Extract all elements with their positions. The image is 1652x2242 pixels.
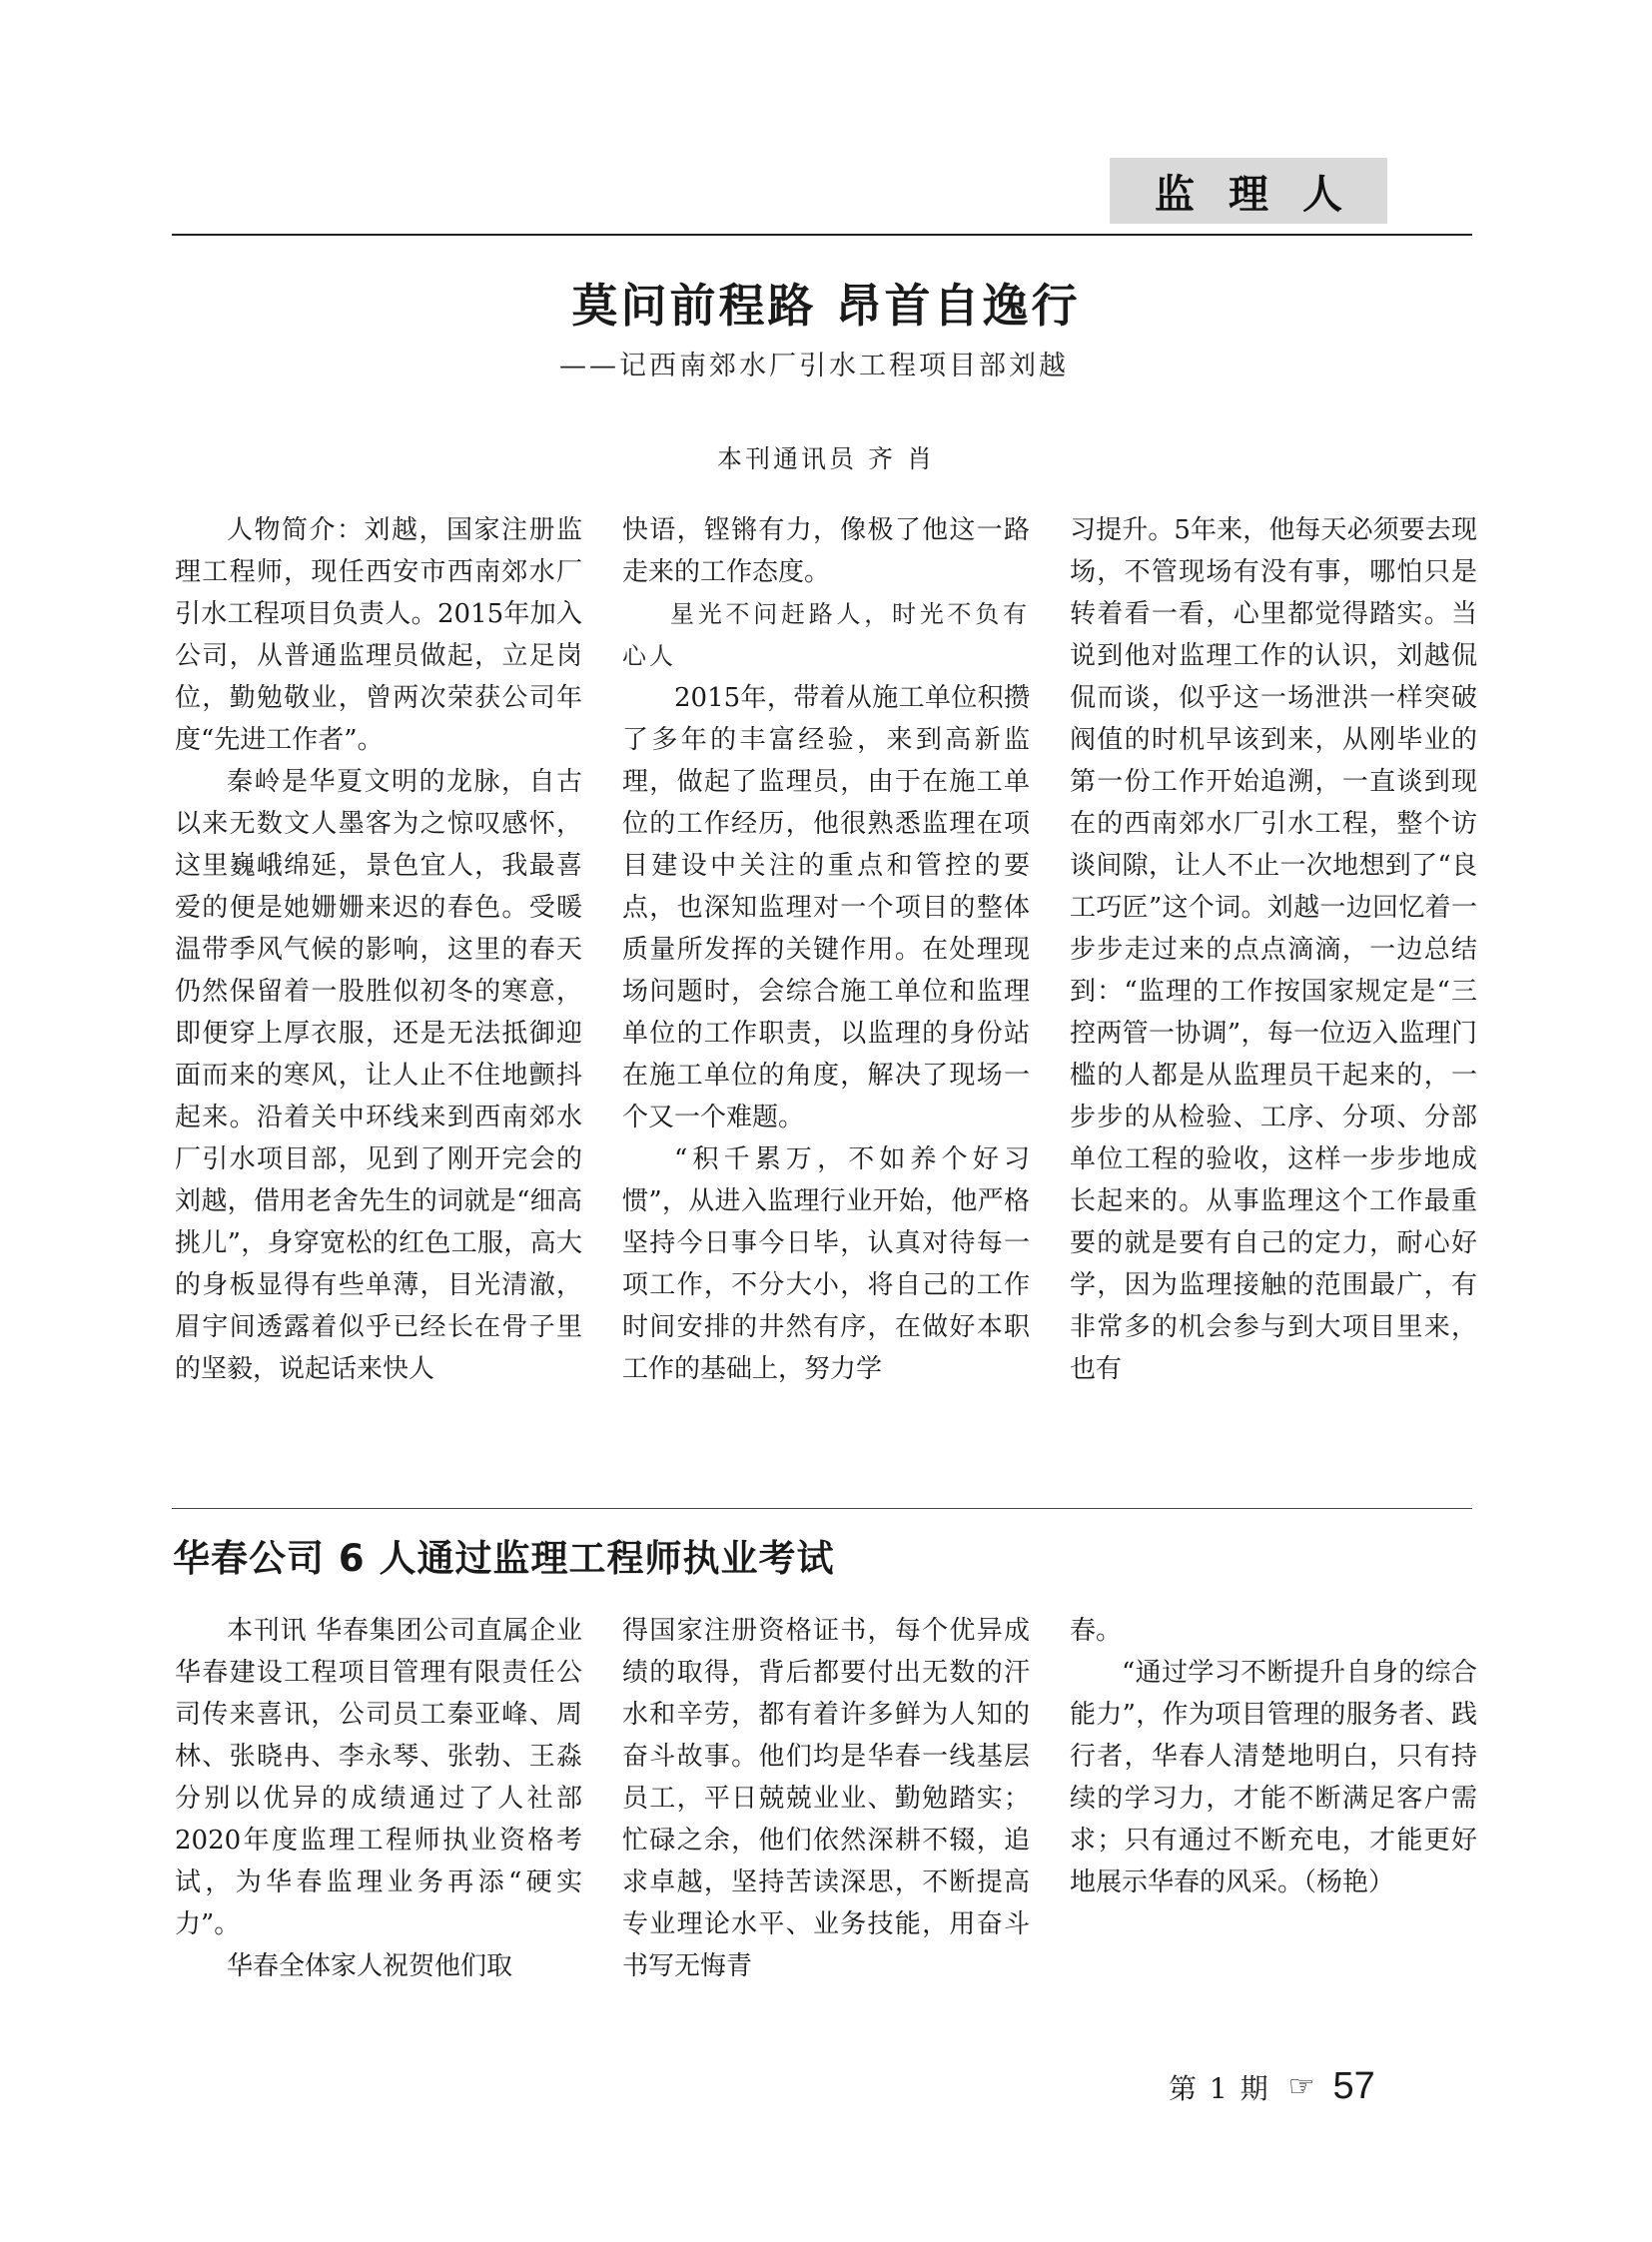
- article2-column-1: [175, 1610, 582, 1987]
- section-tab-char-2: 理: [1229, 171, 1268, 218]
- paragraph: 华春全体家人祝贺他们取: [227, 1951, 513, 1981]
- article1-column-1: [175, 509, 582, 1390]
- paragraph: 习提升。5年来，他每天必须要去现场，不管现场有没有事，哪怕只是转着看一看，心里都觉得踏实。当说到他对监理工作的认识，刘越侃侃而谈，似乎这一场泄洪一样突破阀值的时机早该到来，从刚毕业的第一份工作开始追溯，一直谈到现在的西南郊水厂引水工程，整个访谈间隙，让人不止一次地想到了“良工巧匠”这个词。刘越一边回忆着一步步走过来的点点滴滴，一边总结到：“监理的工作按国家规定是“三控两管一协调”，每一位迈入监理门槛的人都是从监理员干起来的，一步步的从检验、工序、分项、分部单位工程的验收，这样一步步地成长起来的。从事监理这个工作最重要的就是要有自己的定力，耐心好学，因为监理接触的范围最广，有非常多的机会参与到大项目里来，也有: [1070, 515, 1477, 1384]
- paragraph: 2015年，带着从施工单位积攒了多年的丰富经验，来到高新监理，做起了监理员，由于在施工单位的工作经历，他很熟悉监理在项目建设中关注的重点和管控的要点，也深知监理对一个项目的整体质量所发挥的关键作用。在处理现场问题时，会综合施工单位和监理单位的工作职责，以监理的身份站在施工单位的角度，解决了现场一个又一个难题。: [622, 683, 1030, 1132]
- header-rule: [172, 234, 1472, 236]
- section-tab-char-1: 监: [1155, 171, 1195, 218]
- section-heading: 星光不问赶路人，时光不负有心人: [622, 600, 1030, 670]
- paragraph: 春。: [1070, 1616, 1123, 1646]
- article1-column-2: [622, 509, 1030, 1390]
- paragraph: 快语，铿锵有力，像极了他这一路走来的工作态度。: [622, 515, 1030, 587]
- article-divider: [172, 1508, 1472, 1509]
- paragraph: 秦岭是华夏文明的龙脉，自古以来无数文人墨客为之惊叹感怀，这里巍峨绵延，景色宜人，我最喜爱的便是她姗姗来迟的春色。受暖温带季风气候的影响，这里的春天仍然保留着一股胜似初冬的寒意，即便穿上厚衣服，还是无法抵御迎面而来的寒风，让人止不住地颤抖起来。沿着关中环线来到西南郊水厂引水项目部，见到了刚开完会的刘越，借用老舍先生的词就是“细高挑儿”，身穿宽松的红色工服，高大的身板显得有些单薄，目光清澈，眉宇间透露着似乎已经长在骨子里的坚毅，说起话来快人: [175, 767, 582, 1384]
- article-subtitle: ——记西南郊水厂引水工程项目部刘越: [559, 351, 1069, 381]
- article2-column-3: [1070, 1610, 1477, 1903]
- article-byline: 本刊通讯员 齐 肖: [717, 444, 935, 473]
- paragraph: “通过学习不断提升自身的综合能力”，作为项目管理的服务者、践行者，华春人清楚地明白，只有持续的学习力，才能不断满足客户需求；只有通过不断充电，才能更好地展示华春的风采。（杨艳）: [1070, 1658, 1477, 1897]
- page-footer: [1169, 2065, 1375, 2108]
- page-number: 57: [1332, 2065, 1375, 2107]
- section-tab: [1110, 158, 1387, 224]
- news-title: 华春公司 6 人通过监理工程师执业考试: [173, 1537, 835, 1580]
- paragraph: “积千累万，不如养个好习惯”，从进入监理行业开始，他严格坚持今日事今日毕，认真对待每一项工作，不分大小，将自己的工作时间安排的井然有序，在做好本职工作的基础上，努力学: [622, 1144, 1030, 1384]
- paragraph: 人物简介：刘越，国家注册监理工程师，现任西安市西南郊水厂引水工程项目负责人。2015年加入公司，从普通监理员做起，立足岗位，勤勉敬业，曾两次荣获公司年度“先进工作者”。: [175, 515, 582, 755]
- article2-column-2: [622, 1610, 1030, 1987]
- section-tab-char-3: 人: [1302, 171, 1342, 218]
- article-title: 莫问前程路 昂首自逸行: [571, 279, 1081, 333]
- article1-column-3: [1070, 509, 1477, 1390]
- issue-label: 第 1 期: [1169, 2071, 1270, 2105]
- paragraph: 得国家注册资格证书，每个优异成绩的取得，背后都要付出无数的汗水和辛劳，都有着许多鲜为人知的奋斗故事。他们均是华春一线基层员工，平日兢兢业业、勤勉踏实；忙碌之余，他们依然深耕不辍，追求卓越，坚持苦读深思，不断提高专业理论水平、业务技能，用奋斗书写无悔青: [622, 1616, 1030, 1981]
- paragraph: 本刊讯 华春集团公司直属企业华春建设工程项目管理有限责任公司传来喜讯，公司员工秦亚峰、周林、张晓冉、李永琴、张勃、王淼分别以优异的成绩通过了人社部2020年度监理工程师执业资格考试，为华春监理业务再添“硬实力”。: [175, 1616, 582, 1939]
- pointing-hand-icon: ☞: [1287, 2069, 1315, 2104]
